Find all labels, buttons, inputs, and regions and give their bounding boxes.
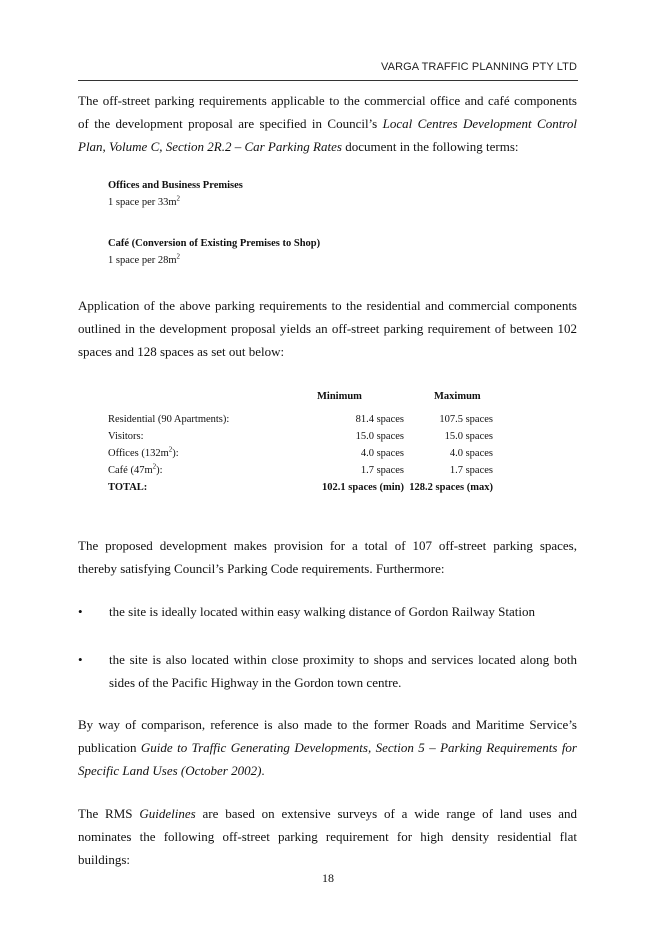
label-text: ):: [156, 465, 163, 476]
paragraph-line: Application of the above parking requirements to the residential and commercial components: [78, 298, 577, 313]
total-minimum: 102.1 spaces (min): [322, 482, 404, 493]
paragraph-line: outlined in the development proposal yields an off-street parking requirement of between 102: [78, 321, 577, 336]
row-maximum: 15.0 spaces: [444, 431, 493, 442]
italic-run: Specific Land Uses (October 2002): [78, 763, 262, 778]
offices-rate-block: [108, 177, 243, 211]
bullet-text: [109, 648, 577, 694]
paragraph-line: [78, 112, 577, 135]
paragraph-line: The off-street parking requirements applicable to the commercial office and café components: [78, 93, 577, 108]
offices-title: Offices and Business Premises: [108, 180, 243, 191]
paragraph-line: [78, 736, 577, 759]
paragraph-line: nominates the following off-street parking requirement for high density residential flat: [78, 829, 577, 844]
running-header: VARGA TRAFFIC PLANNING PTY LTD: [381, 61, 577, 73]
offices-rate: [108, 194, 243, 211]
rate-text: 1 space per 33m: [108, 197, 177, 208]
row-maximum: 107.5 spaces: [439, 414, 493, 425]
superscript: 2: [152, 462, 157, 471]
total-label: TOTAL:: [108, 482, 148, 493]
italic-run: Plan, Volume C, Section 2R.2 – Car Parking Rates: [78, 139, 342, 154]
label-text: Café (47m: [108, 465, 153, 476]
text-run: are based on extensive surveys of a wide range of land uses and: [195, 806, 578, 821]
paragraph-application: [78, 294, 577, 363]
superscript: 2: [176, 194, 181, 203]
paragraph-line: buildings:: [78, 852, 131, 867]
cafe-title: Café (Conversion of Existing Premises to Shop): [108, 238, 321, 249]
bullet-line: sides of the Pacific Highway in the Gordon town centre.: [109, 675, 402, 690]
label-text: Residential (90 Apartments):: [108, 414, 230, 425]
paragraph-line: By way of comparison, reference is also made to the former Roads and Maritime Service’s: [78, 717, 577, 732]
text-run: The RMS: [78, 806, 140, 821]
bullet-icon: •: [78, 652, 83, 667]
italic-run: Local Centres Development Control: [382, 116, 577, 131]
paragraph-line: [78, 802, 577, 825]
italic-run: Guide to Traffic Generating Developments, Section 5 – Parking Requirements for: [140, 740, 577, 755]
text-run: of the development proposal are specified in Council’s: [78, 116, 383, 131]
paragraph-rms: [78, 802, 577, 871]
label-text: Offices (132m: [108, 448, 169, 459]
bullet-text: the site is ideally located within easy walking distance of Gordon Railway Station: [109, 604, 536, 619]
bullet-icon: •: [78, 604, 83, 619]
paragraph-line: spaces and 128 spaces as set out below:: [78, 344, 285, 359]
row-minimum: 1.7 spaces: [360, 465, 404, 476]
text-run: publication: [78, 740, 141, 755]
text-run: document in the following terms:: [341, 139, 519, 154]
total-maximum: 128.2 spaces (max): [409, 482, 493, 493]
row-label: [108, 428, 144, 445]
row-label: [108, 445, 179, 462]
text-run: .: [261, 763, 265, 778]
paragraph-comparison: [78, 713, 577, 782]
header-maximum: Maximum: [434, 391, 481, 402]
paragraph-intro: [78, 89, 577, 158]
row-label: [108, 462, 163, 479]
label-text: ):: [172, 448, 179, 459]
bullet-line: the site is also located within close proximity to shops and services located along both: [109, 652, 577, 667]
header-minimum: Minimum: [317, 391, 362, 402]
paragraph-line: The proposed development makes provision for a total of 107 off-street parking spaces,: [78, 538, 577, 553]
row-minimum: 15.0 spaces: [355, 431, 404, 442]
paragraph-line: thereby satisfying Council’s Parking Code requirements. Furthermore:: [78, 561, 445, 576]
superscript: 2: [168, 445, 173, 454]
row-minimum: 81.4 spaces: [355, 414, 404, 425]
paragraph-line: [78, 135, 577, 158]
row-maximum: 1.7 spaces: [449, 465, 493, 476]
italic-run: Guidelines: [139, 806, 196, 821]
cafe-rate-block: [108, 235, 320, 269]
row-maximum: 4.0 spaces: [449, 448, 493, 459]
header-rule: [78, 80, 578, 81]
page-number: 18: [322, 871, 334, 885]
row-label: [108, 411, 229, 428]
label-text: Visitors:: [108, 431, 144, 442]
paragraph-provision: [78, 534, 577, 580]
cafe-rate: [108, 252, 320, 269]
paragraph-line: [78, 759, 577, 782]
superscript: 2: [176, 252, 181, 261]
row-minimum: 4.0 spaces: [360, 448, 404, 459]
rate-text: 1 space per 28m: [108, 255, 177, 266]
